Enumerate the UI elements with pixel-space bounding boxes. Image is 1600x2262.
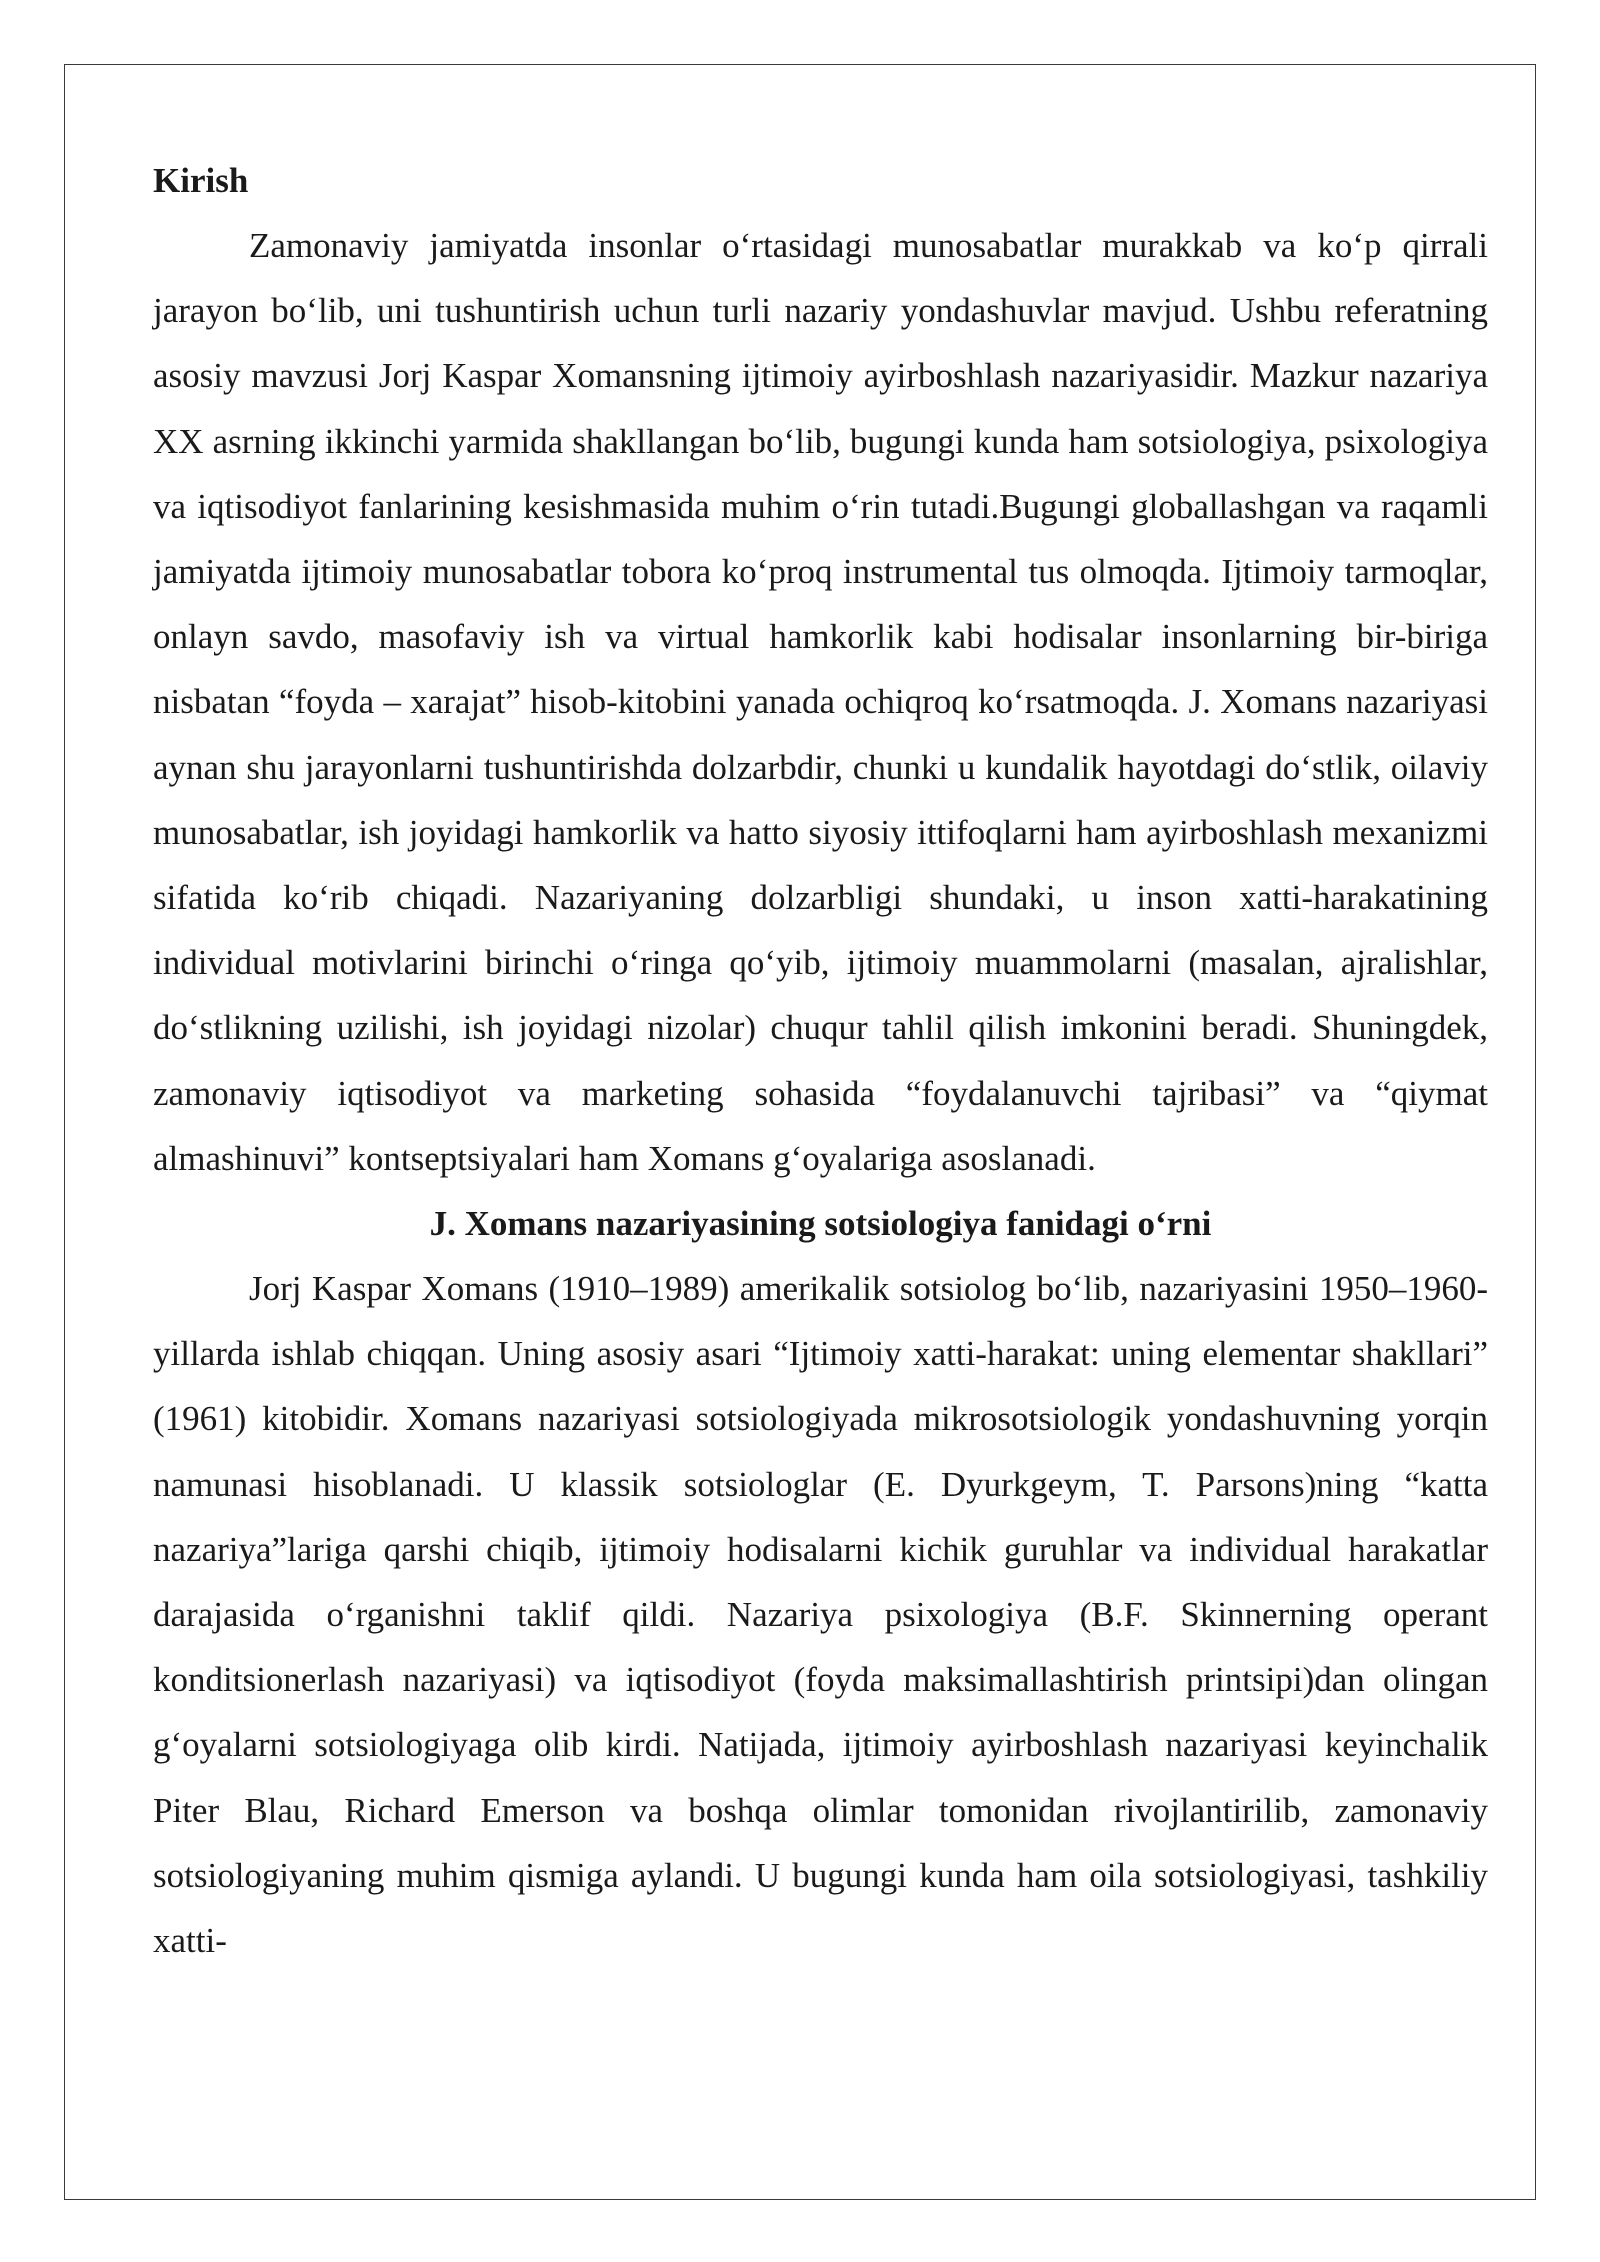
paragraph-role-in-sociology: Jorj Kaspar Xomans (1910–1989) amerikalik sotsiolog bo‘lib, nazariyasini 1950–1960-yillarda ishlab chiqqan. Uning asosiy asari “Ijtimoiy xatti-harakat: uning elementar shakllari” (1961) kitobidir. Xomans nazariyasi sotsiologiyada mikrosotsiologik yondashuvning yorqin namunasi hisoblanadi. U klassik sotsiologlar (E. Dyurkgeym, T. Parsons)ning “katta nazariya”lariga qarshi chiqib, ijtimoiy hodisalarni kichik guruhlar va individual harakatlar darajasida o‘rganishni taklif qildi. Nazariya psixologiya (B.F. Skinnerning operant konditsionerlash nazariyasi) va iqtisodiyot (foyda maksimallashtirish printsipi)dan olingan g‘oyalarni sotsiologiyaga olib kirdi. Natijada, ijtimoiy ayirboshlash nazariyasi keyinchalik Piter Blau, Richard Emerson va boshqa olimlar tomonidan rivojlantirilib, zamonaviy sotsiologiyaning muhim qismiga aylandi. U bugungi kunda ham oila sotsiologiyasi, tashkiliy xatti- (153, 1269, 1488, 1961)
heading-kirish: Kirish (153, 161, 249, 200)
document-body (153, 148, 1488, 1973)
paragraph-introduction: Zamonaviy jamiyatda insonlar o‘rtasidagi munosabatlar murakkab va ko‘p qirrali jarayon bo‘lib, uni tushuntirish uchun turli nazariy yondashuvlar mavjud. Ushbu referatning asosiy mavzusi Jorj Kaspar Xomansning ijtimoiy ayirboshlash nazariyasidir. Mazkur nazariya XX asrning ikkinchi yarmida shakllangan bo‘lib, bugungi kunda ham sotsiologiya, psixologiya va iqtisodiyot fanlarining kesishmasida muhim o‘rin tutadi.Bugungi globallashgan va raqamli jamiyatda ijtimoiy munosabatlar tobora ko‘proq instrumental tus olmoqda. Ijtimoiy tarmoqlar, onlayn savdo, masofaviy ish va virtual hamkorlik kabi hodisalar insonlarning bir-biriga nisbatan “foyda – xarajat” hisob-kitobini yanada ochiqroq ko‘rsatmoqda. J. Xomans nazariyasi aynan shu jarayonlarni tushuntirishda dolzarbdir, chunki u kundalik hayotdagi do‘stlik, oilaviy munosabatlar, ish joyidagi hamkorlik va hatto siyosiy ittifoqlarni ham ayirboshlash mexanizmi sifatida ko‘rib chiqadi. Nazariyaning dolzarbligi shundaki, u inson xatti-harakatining individual motivlarini birinchi o‘ringa qo‘yib, ijtimoiy muammolarni (masalan, ajralishlar, do‘stlikning uzilishi, ish joyidagi nizolar) chuqur tahlil qilish imkonini beradi. Shuningdek, zamonaviy iqtisodiyot va marketing sohasida “foydalanuvchi tajribasi” va “qiymat almashinuvi” kontseptsiyalari ham Xomans g‘oyalariga asoslanadi. (153, 226, 1488, 1178)
heading-role-in-sociology: J. Xomans nazariyasining sotsiologiya fanidagi o‘rni (429, 1204, 1212, 1244)
